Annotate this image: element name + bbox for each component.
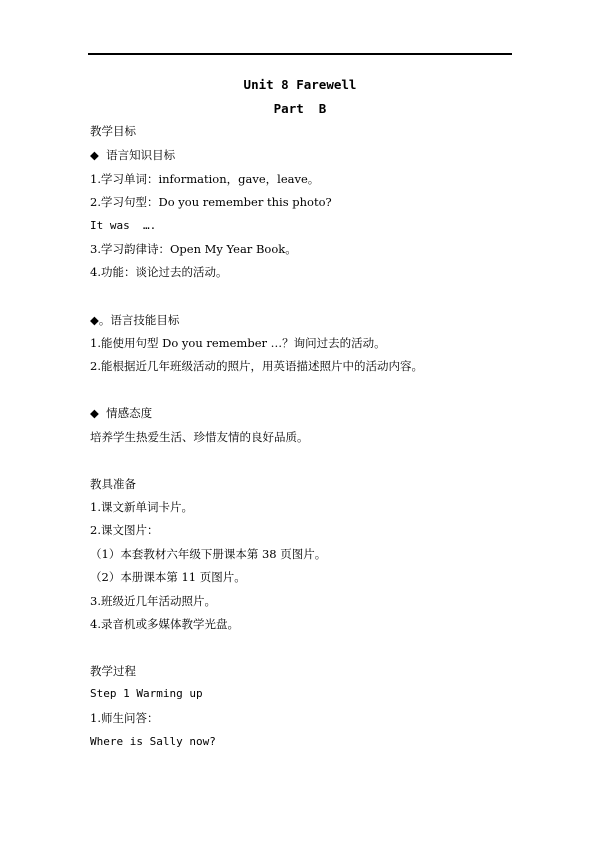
list-item: 3.学习韵律诗：Open My Year Book。 [90,242,297,256]
document-title: Unit 8 Farewell [243,77,357,92]
list-item: 1.课文新单词卡片。 [90,500,193,514]
list-item: 2.能根据近几年班级活动的照片，用英语描述照片中的活动内容。 [90,359,423,373]
list-item: 4.功能：谈论过去的活动。 [90,265,228,279]
paragraph: 培养学生热爱生活、珍惜友情的良好品质。 [90,430,309,444]
list-item: （1）本套教材六年级下册课本第 38 页图片。 [90,547,327,561]
subheading-language-skills: ◆。语言技能目标 [90,313,180,327]
list-item: 1.学习单词：information，gave，leave。 [90,172,320,186]
list-item: （2）本册课本第 11 页图片。 [90,570,246,584]
list-item: 1.能使用句型 Do you remember …？询问过去的活动。 [90,336,386,350]
list-item: 4.录音机或多媒体教学光盘。 [90,617,239,631]
section-heading-procedure: 教学过程 [90,664,136,678]
list-item: 2.学习句型：Do you remember this photo? [90,195,332,209]
list-item: 1.师生问答： [90,711,159,725]
subheading-attitude: ◆ 情感态度 [90,406,153,420]
example-question: Where is Sally now? [90,735,216,748]
list-item: 3.班级近几年活动照片。 [90,594,216,608]
subheading-language-knowledge: ◆ 语言知识目标 [90,148,176,162]
step-heading: Step 1 Warming up [90,687,203,700]
example-sentence: It was …. [90,219,157,232]
document-subtitle: Part B [273,101,327,116]
section-heading-objectives: 教学目标 [90,124,136,138]
section-heading-materials: 教具准备 [90,477,136,491]
list-item: 2.课文图片： [90,523,159,537]
header-rule [88,53,512,55]
